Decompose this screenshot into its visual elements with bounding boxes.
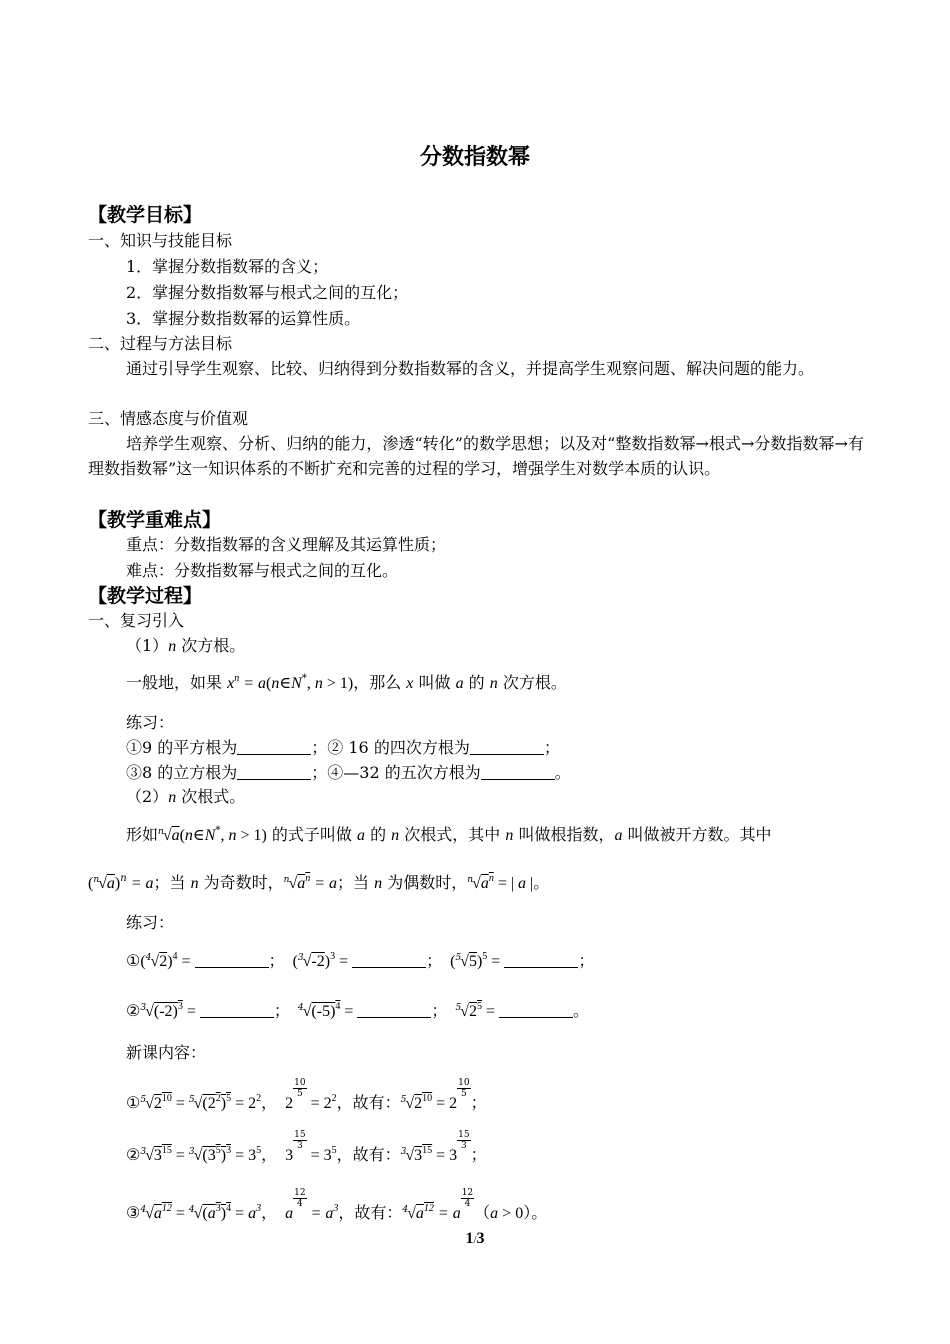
new-content-example-2: $②^3√3^{15} = ^3√(3^5)^3 = 3^5$， 3 $\frac{15}{3}$ = $3^5$，故有：$^3√3^{15} = 3$ $\frac{15}{3}$ ；: [126, 1130, 487, 1164]
goal-item-1: 1．掌握分数指数幂的含义；: [126, 257, 329, 276]
goal-item-2: 2．掌握分数指数幂与根式之间的互化；: [126, 283, 409, 302]
answer-blank: [352, 953, 426, 968]
exercise-row-2: ③8 的立方根为 ；④—32 的五次方根为 。: [126, 763, 571, 782]
answer-blank: [470, 740, 544, 755]
exercise-row-4: $②^3√(-2)^3$ = ； $^4√(-5)^4$ = ； $^5√2^5$ = 。: [126, 1001, 589, 1020]
answer-blank: [499, 1003, 573, 1018]
subsection-nth-radical: （2）n 次根式。: [126, 787, 246, 806]
nth-root-definition: 一般地，如果 $x^n$ = a(n∈N*, n > 1)，那么 x 叫做 a 的 n 次方根。: [126, 673, 567, 692]
page-title: 分数指数幂: [419, 145, 530, 170]
new-content-example-1: $①^5√2^{10} = ^5√(2^2)^5 = 2^2$， 2 $\frac{10}{5}$ = $2^2$，故有：$^5√2^{10} = 2$ $\frac{10}{5}$ ；: [126, 1078, 487, 1112]
new-content-label: 新课内容：: [126, 1043, 207, 1062]
attitude-values-text: 培养学生观察、分析、归纳的能力，渗透“转化”的数学思想；以及对“整数指数幂→根式→分数指数幂→有理数指数幂”这一知识体系的不断扩充和完善的过程的学习，增强学生对数学本质的认识。: [88, 434, 864, 478]
process-method-text: 通过引导学生观察、比较、归纳得到分数指数幂的含义，并提高学生观察问题、解决问题的能力。: [126, 359, 815, 378]
practice-label-1: 练习：: [126, 713, 175, 732]
exercise-row-1: ①9 的平方根为 ；② 16 的四次方根为 ；: [126, 738, 560, 757]
answer-blank: [357, 1003, 431, 1018]
answer-blank: [195, 953, 269, 968]
section-knowledge-skills: 一、知识与技能目标: [88, 231, 233, 250]
key-point: 重点：分数指数幂的含义理解及其运算性质；: [126, 535, 447, 554]
exercise-row-3: $①(^4√2)^4$ = ； $(^3√-2)^3$ = ； $(^5√5)^5$ = ；: [126, 951, 595, 970]
goal-item-3: 3．掌握分数指数幂的运算性质。: [126, 309, 361, 328]
heading-teaching-process: 【教学过程】: [88, 585, 203, 607]
heading-key-points: 【教学重难点】: [88, 509, 222, 531]
section-process-method: 二、过程与方法目标: [88, 334, 233, 353]
page-number: 1/3: [465, 1230, 485, 1247]
answer-blank: [237, 765, 311, 780]
answer-blank: [237, 740, 311, 755]
subsection-nth-root: （1）n 次方根。: [126, 636, 246, 655]
radical-definition: 形如$^n$√a(n∈N*, n > 1) 的式子叫做 a 的 n 次根式，其中 n 叫做根指数，a 叫做被开方数。其中: [126, 825, 772, 844]
answer-blank: [200, 1003, 274, 1018]
section-review: 一、复习引入: [88, 611, 185, 630]
difficult-point: 难点：分数指数幂与根式之间的互化。: [126, 561, 399, 580]
answer-blank: [504, 953, 578, 968]
answer-blank: [481, 765, 555, 780]
radical-rules: $(^n√a)^n = a$；当 n 为奇数时，$^n√a^n = a$；当 n 为偶数时，$^n√a^n$ = | a |。: [88, 873, 550, 892]
practice-label-2: 练习：: [126, 913, 175, 932]
section-attitude-values: 三、情感态度与价值观: [88, 409, 249, 428]
heading-teaching-goals: 【教学目标】: [88, 204, 203, 226]
new-content-example-3: $③^4√a^{12} = ^4√(a^3)^4 = a^3$， a $\frac{12}{4}$ = $a^3$，故有：$^4√a^{12} = a$ $\frac{12}{4}$ （a > 0）。: [126, 1188, 548, 1222]
